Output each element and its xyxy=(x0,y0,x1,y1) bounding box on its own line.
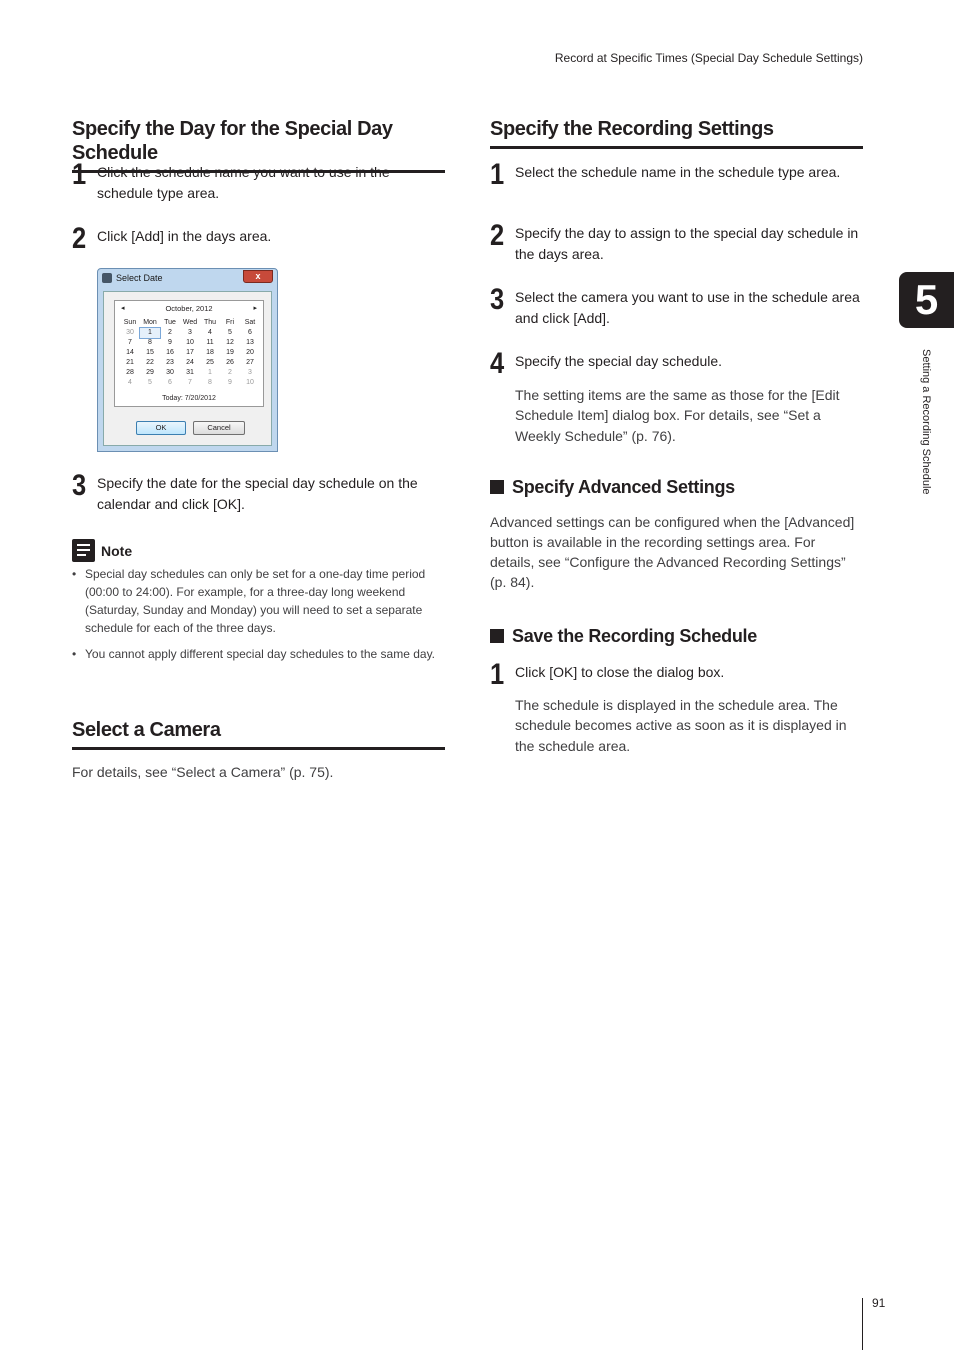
calendar-day[interactable]: 21 xyxy=(126,359,134,366)
close-icon[interactable]: x xyxy=(243,270,273,283)
prev-month-icon[interactable]: ◂ xyxy=(121,305,125,312)
page-number-rule xyxy=(862,1298,863,1350)
day-of-week: Wed xyxy=(182,319,198,326)
next-month-icon[interactable]: ▸ xyxy=(253,305,257,312)
calendar-day[interactable]: 4 xyxy=(128,379,132,386)
calendar-day[interactable]: 25 xyxy=(206,359,214,366)
note-list xyxy=(72,565,445,671)
calendar-day[interactable]: 19 xyxy=(226,349,234,356)
ok-button[interactable]: OK xyxy=(136,421,186,435)
calendar-day[interactable]: 16 xyxy=(166,349,174,356)
calendar-day[interactable]: 24 xyxy=(186,359,194,366)
left-step-3 xyxy=(72,469,445,514)
step-text: Specify the special day schedule. xyxy=(515,353,723,369)
step-detail: The setting items are the same as those for the [Edit Schedule Item] dialog box. For details, see “Set a Weekly Schedule” (p. 76). xyxy=(515,386,840,444)
day-of-week: Thu xyxy=(203,319,217,326)
calendar-day[interactable]: 3 xyxy=(248,369,252,376)
calendar-day[interactable]: 30 xyxy=(126,329,134,336)
dialog-title: Select Date xyxy=(116,273,163,283)
calendar-day[interactable]: 3 xyxy=(188,329,192,336)
step-detail: The schedule is displayed in the schedule area. The schedule becomes active as soon as it is displayed in the schedule area. xyxy=(515,696,847,754)
note-heading xyxy=(72,539,132,562)
section-title-recording-settings: Specify the Recording Settings xyxy=(490,117,863,149)
square-bullet-icon xyxy=(490,629,504,643)
calendar-day[interactable]: 1 xyxy=(208,369,212,376)
day-of-week: Tue xyxy=(164,319,176,326)
chapter-tab: 5 xyxy=(899,272,954,328)
running-header: Record at Specific Times (Special Day Schedule Settings) xyxy=(554,51,863,65)
calendar-day[interactable]: 18 xyxy=(206,349,214,356)
day-of-week: Sat xyxy=(244,319,256,326)
calendar-day[interactable]: 31 xyxy=(186,369,194,376)
calendar-day-selected[interactable]: 1 xyxy=(140,328,160,338)
select-date-dialog xyxy=(97,268,278,452)
calendar-day[interactable]: 10 xyxy=(186,339,194,346)
advanced-text: Advanced settings can be configured when the [Advanced] button is available in the recording settings area. For details, see “Configure the Advanced Recording Settings” (p. 84). xyxy=(490,514,855,590)
step-number: 1 xyxy=(72,158,87,191)
subhead-save xyxy=(490,625,757,647)
subhead-text: Specify Advanced Settings xyxy=(512,477,735,497)
calendar-day[interactable]: 22 xyxy=(146,359,154,366)
right-step-1 xyxy=(490,158,863,191)
dialog-titlebar xyxy=(98,269,277,287)
calendar-day[interactable]: 26 xyxy=(226,359,234,366)
right-step-4 xyxy=(490,347,863,446)
select-camera-text: For details, see “Select a Camera” (p. 75). xyxy=(72,764,334,780)
left-step-2 xyxy=(72,222,445,255)
calendar-day[interactable]: 20 xyxy=(246,349,254,356)
calendar-day[interactable]: 8 xyxy=(148,339,152,346)
step-text: Click [Add] in the days area. xyxy=(97,228,272,244)
note-icon xyxy=(72,539,95,562)
calendar-day[interactable]: 17 xyxy=(186,349,194,356)
square-bullet-icon xyxy=(490,480,504,494)
calendar-day[interactable]: 5 xyxy=(148,379,152,386)
right-step-2 xyxy=(490,219,863,264)
step-number: 4 xyxy=(490,347,505,380)
calendar-day[interactable]: 8 xyxy=(208,379,212,386)
calendar-day[interactable]: 28 xyxy=(126,369,134,376)
step-text: Select the camera you want to use in the schedule area and click [Add]. xyxy=(515,289,860,326)
step-number: 1 xyxy=(490,658,505,691)
app-icon xyxy=(102,273,112,283)
step-text: Specify the day to assign to the special day schedule in the days area. xyxy=(515,225,859,262)
calendar-today-link[interactable]: Today: 7/20/2012 xyxy=(162,395,216,402)
calendar-day[interactable]: 6 xyxy=(248,329,252,336)
chapter-title: Setting a Recording Schedule xyxy=(920,349,932,495)
calendar-day[interactable]: 13 xyxy=(246,339,254,346)
save-step-1 xyxy=(490,658,863,756)
calendar-day[interactable]: 6 xyxy=(168,379,172,386)
calendar-day[interactable]: 11 xyxy=(206,339,214,346)
calendar-day[interactable]: 9 xyxy=(228,379,232,386)
calendar-day[interactable]: 27 xyxy=(246,359,254,366)
step-text: Specify the date for the special day schedule on the calendar and click [OK]. xyxy=(97,475,418,512)
calendar-nav xyxy=(115,301,263,317)
day-of-week: Sun xyxy=(123,319,137,326)
left-step-1 xyxy=(72,158,445,203)
step-number: 1 xyxy=(490,158,505,191)
section-title-select-camera: Select a Camera xyxy=(72,718,445,750)
step-text: Click the schedule name you want to use in the schedule type area. xyxy=(97,164,390,201)
calendar-day[interactable]: 7 xyxy=(128,339,132,346)
calendar-grid xyxy=(120,318,260,388)
right-step-3 xyxy=(490,283,863,328)
subhead-advanced xyxy=(490,476,735,498)
note-title: Note xyxy=(101,542,133,559)
cancel-button[interactable]: Cancel xyxy=(193,421,245,435)
calendar-day[interactable]: 10 xyxy=(246,379,254,386)
note-item: • You cannot apply different special day schedules to the same day. xyxy=(72,645,445,663)
calendar-day[interactable]: 29 xyxy=(146,369,154,376)
calendar-day[interactable]: 4 xyxy=(208,329,212,336)
calendar-day[interactable]: 12 xyxy=(226,339,234,346)
subhead-text: Save the Recording Schedule xyxy=(512,626,757,646)
step-text: Click [OK] to close the dialog box. xyxy=(515,664,725,680)
section-title-special-day: Specify the Day for the Special Day Schedule xyxy=(72,117,445,173)
step-text: Select the schedule name in the schedule type area. xyxy=(515,164,841,180)
dialog-body xyxy=(103,291,272,446)
calendar-day[interactable]: 2 xyxy=(168,329,172,336)
calendar-day[interactable]: 7 xyxy=(188,379,192,386)
note-item: • Special day schedules can only be set for a one-day time period (00:00 to 24:00). For example, for a three-day long weekend (Saturday, Sunday and Monday) you will need to set a separate schedule for each of the three days. xyxy=(72,565,445,637)
calendar-day[interactable]: 30 xyxy=(166,369,174,376)
calendar-day[interactable]: 2 xyxy=(228,369,232,376)
calendar-day[interactable]: 15 xyxy=(146,349,154,356)
step-number: 3 xyxy=(72,469,87,502)
calendar xyxy=(114,300,264,407)
calendar-day[interactable]: 5 xyxy=(228,329,232,336)
step-number: 3 xyxy=(490,283,505,316)
day-of-week: Fri xyxy=(225,319,235,326)
calendar-day[interactable]: 14 xyxy=(126,349,134,356)
step-number: 2 xyxy=(72,222,87,255)
calendar-day[interactable]: 23 xyxy=(166,359,174,366)
day-of-week: Mon xyxy=(143,319,157,326)
page-number: 91 xyxy=(872,1296,886,1310)
step-number: 2 xyxy=(490,219,505,252)
calendar-day[interactable]: 9 xyxy=(168,339,172,346)
calendar-month[interactable]: October, 2012 xyxy=(165,304,213,313)
